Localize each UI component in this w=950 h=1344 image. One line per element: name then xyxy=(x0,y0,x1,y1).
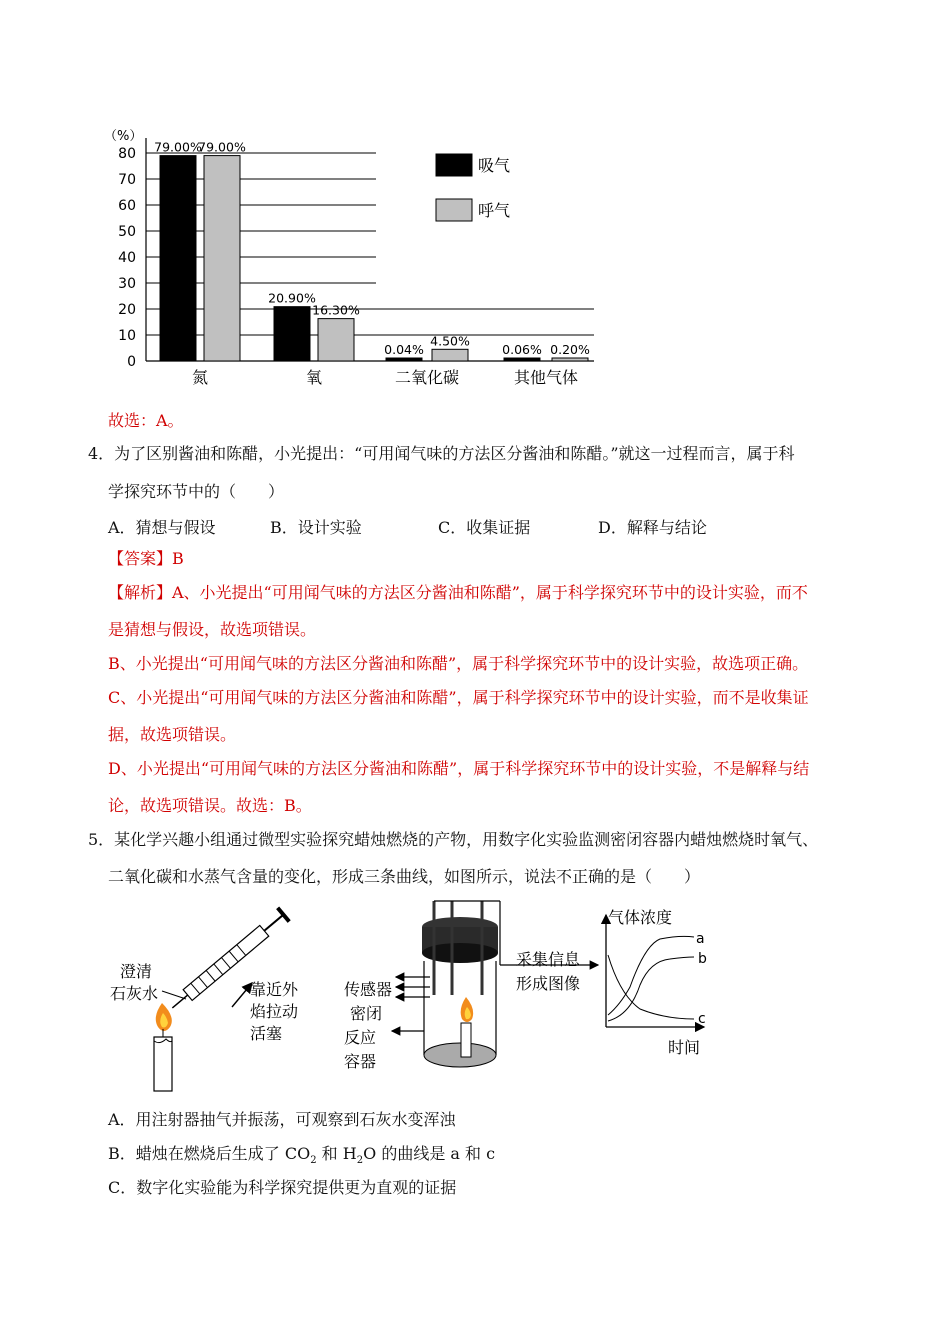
y-tick-20: 20 xyxy=(118,302,136,318)
syringe-setup xyxy=(110,907,299,1091)
bar-label-exhale-3: 0.20% xyxy=(550,342,590,357)
bar-label-inhale-0: 79.00% xyxy=(154,139,202,155)
curve-c xyxy=(608,955,694,1019)
q4-analysis-5: 据，故选项错误。 xyxy=(108,725,237,744)
q4-answer: 【答案】B xyxy=(108,549,184,568)
legend-label-exhale: 呼气 xyxy=(478,201,511,220)
container-label-3: 容器 xyxy=(344,1052,377,1071)
q5-option-a: A．用注射器抽气并振荡，可观察到石灰水变浑浊 xyxy=(108,1110,456,1129)
y-axis-label: 气体浓度 xyxy=(608,908,673,927)
q4-option-c: C．收集证据 xyxy=(438,518,531,537)
curve-a-label: a xyxy=(696,931,705,947)
legend-swatch-inhale xyxy=(436,154,472,176)
bar-inhale-3 xyxy=(504,358,540,361)
y-tick-0: 0 xyxy=(127,354,136,370)
experiment-figure xyxy=(100,895,730,1095)
collect-label-1: 采集信息 xyxy=(516,950,581,969)
lime-water-label-1: 澄清 xyxy=(120,962,153,981)
curve-c-label: c xyxy=(698,1011,706,1027)
y-tick-40: 40 xyxy=(118,250,136,266)
container-label-2: 反应 xyxy=(344,1028,377,1047)
legend-label-inhale: 吸气 xyxy=(478,156,511,175)
pull-label-1: 靠近外 xyxy=(250,980,299,999)
q5-option-b-pre: B．蜡烛在燃烧后生成了 CO xyxy=(108,1144,311,1163)
bar-exhale-1 xyxy=(318,319,354,361)
pull-label-2: 焰拉动 xyxy=(250,1002,299,1021)
pull-label-3: 活塞 xyxy=(250,1024,283,1043)
legend xyxy=(436,154,510,221)
category-labels xyxy=(192,368,578,387)
category-label-0: 氮 xyxy=(191,368,209,387)
q4-analysis-4: C、小光提出“可用闻气味的方法区分酱油和陈醋”，属于科学探究环节中的设计实验，而不是收集证 xyxy=(108,688,809,707)
collect-label-2: 形成图像 xyxy=(516,974,581,993)
category-label-3: 其他气体 xyxy=(513,368,579,387)
q5-option-b-mid: 和 H xyxy=(316,1144,357,1163)
category-label-2: 二氧化碳 xyxy=(394,368,460,387)
bar-label-exhale-0: 79.00% xyxy=(198,139,246,155)
bar-exhale-2 xyxy=(432,349,468,361)
q4-analysis-1: 【解析】A、小光提出“可用闻气味的方法区分酱油和陈醋”，属于科学探究环节中的设计实验，而不 xyxy=(108,583,808,602)
bar-inhale-2 xyxy=(386,358,422,361)
curve-b xyxy=(608,957,694,1021)
q4-analysis-6: D、小光提出“可用闻气味的方法区分酱油和陈醋”，属于科学探究环节中的设计实验，不是解释与结 xyxy=(108,759,810,778)
q5-stem-line2: 二氧化碳和水蒸气含量的变化，形成三条曲线，如图所示，说法不正确的是（ ） xyxy=(108,867,701,886)
q4-stem-line1: 4．为了区别酱油和陈醋，小光提出：“可用闻气味的方法区分酱油和陈醋。”就这一过程而言，属于科 xyxy=(88,444,795,463)
lime-water-label-2: 石灰水 xyxy=(110,984,159,1003)
q5-option-b-post: O 的曲线是 a 和 c xyxy=(363,1144,496,1163)
q4-option-d: D．解释与结论 xyxy=(598,518,707,537)
q4-option-b: B．设计实验 xyxy=(270,518,362,537)
bar-label-inhale-1: 20.90% xyxy=(268,290,316,306)
q5-option-c: C．数字化实验能为科学探究提供更为直观的证据 xyxy=(108,1178,457,1197)
q3-answer-tail: 故选：A。 xyxy=(108,411,184,430)
q5-option-b xyxy=(108,1144,496,1167)
x-axis-label: 时间 xyxy=(668,1038,701,1057)
curve-a xyxy=(608,936,694,1015)
bar-inhale-0 xyxy=(160,156,196,361)
q4-analysis-3: B、小光提出“可用闻气味的方法区分酱油和陈醋”，属于科学探究环节中的设计实验，故选项正确。 xyxy=(108,654,809,673)
bar-exhale-3 xyxy=(552,358,588,361)
q5-option-b-sub1: 2 xyxy=(310,1155,317,1167)
y-tick-labels xyxy=(118,146,136,370)
q4-stem-line2: 学探究环节中的（ ） xyxy=(108,482,285,501)
y-tick-70: 70 xyxy=(118,172,136,188)
q4-analysis-2: 是猜想与假设，故选项错误。 xyxy=(108,620,317,639)
bar-exhale-0 xyxy=(204,156,240,361)
bar-label-inhale-3: 0.06% xyxy=(502,342,542,357)
q4-analysis-7: 论，故选项错误。故选：B。 xyxy=(108,796,312,815)
y-tick-60: 60 xyxy=(118,198,136,214)
sealed-container xyxy=(344,901,598,1071)
bar-inhale-1 xyxy=(274,307,310,361)
bars xyxy=(160,156,588,361)
curve-b-label: b xyxy=(698,951,707,967)
legend-swatch-exhale xyxy=(436,199,472,221)
q5-option-b-sub2: 2 xyxy=(356,1155,364,1167)
y-tick-50: 50 xyxy=(118,224,136,240)
category-label-1: 氧 xyxy=(305,368,323,387)
bar-label-inhale-2: 0.04% xyxy=(384,342,424,357)
y-tick-80: 80 xyxy=(118,146,136,162)
q4-option-a: A．猜想与假设 xyxy=(108,518,216,537)
bar-label-exhale-2: 4.50% xyxy=(430,333,470,349)
sensor-label: 传感器 xyxy=(344,980,393,999)
container-label-1: 密闭 xyxy=(350,1004,383,1023)
candle-icon xyxy=(154,1003,172,1091)
y-tick-30: 30 xyxy=(118,276,136,292)
gas-composition-chart xyxy=(100,118,620,393)
bar-label-exhale-1: 16.30% xyxy=(312,302,360,318)
q5-stem-line1: 5．某化学兴趣小组通过微型实验探究蜡烛燃烧的产物，用数字化实验监测密闭容器内蜡烛燃烧时氧气、 xyxy=(88,830,819,849)
y-tick-10: 10 xyxy=(118,328,136,344)
y-unit-label: （%） xyxy=(104,129,143,144)
concentration-graph xyxy=(606,908,707,1057)
